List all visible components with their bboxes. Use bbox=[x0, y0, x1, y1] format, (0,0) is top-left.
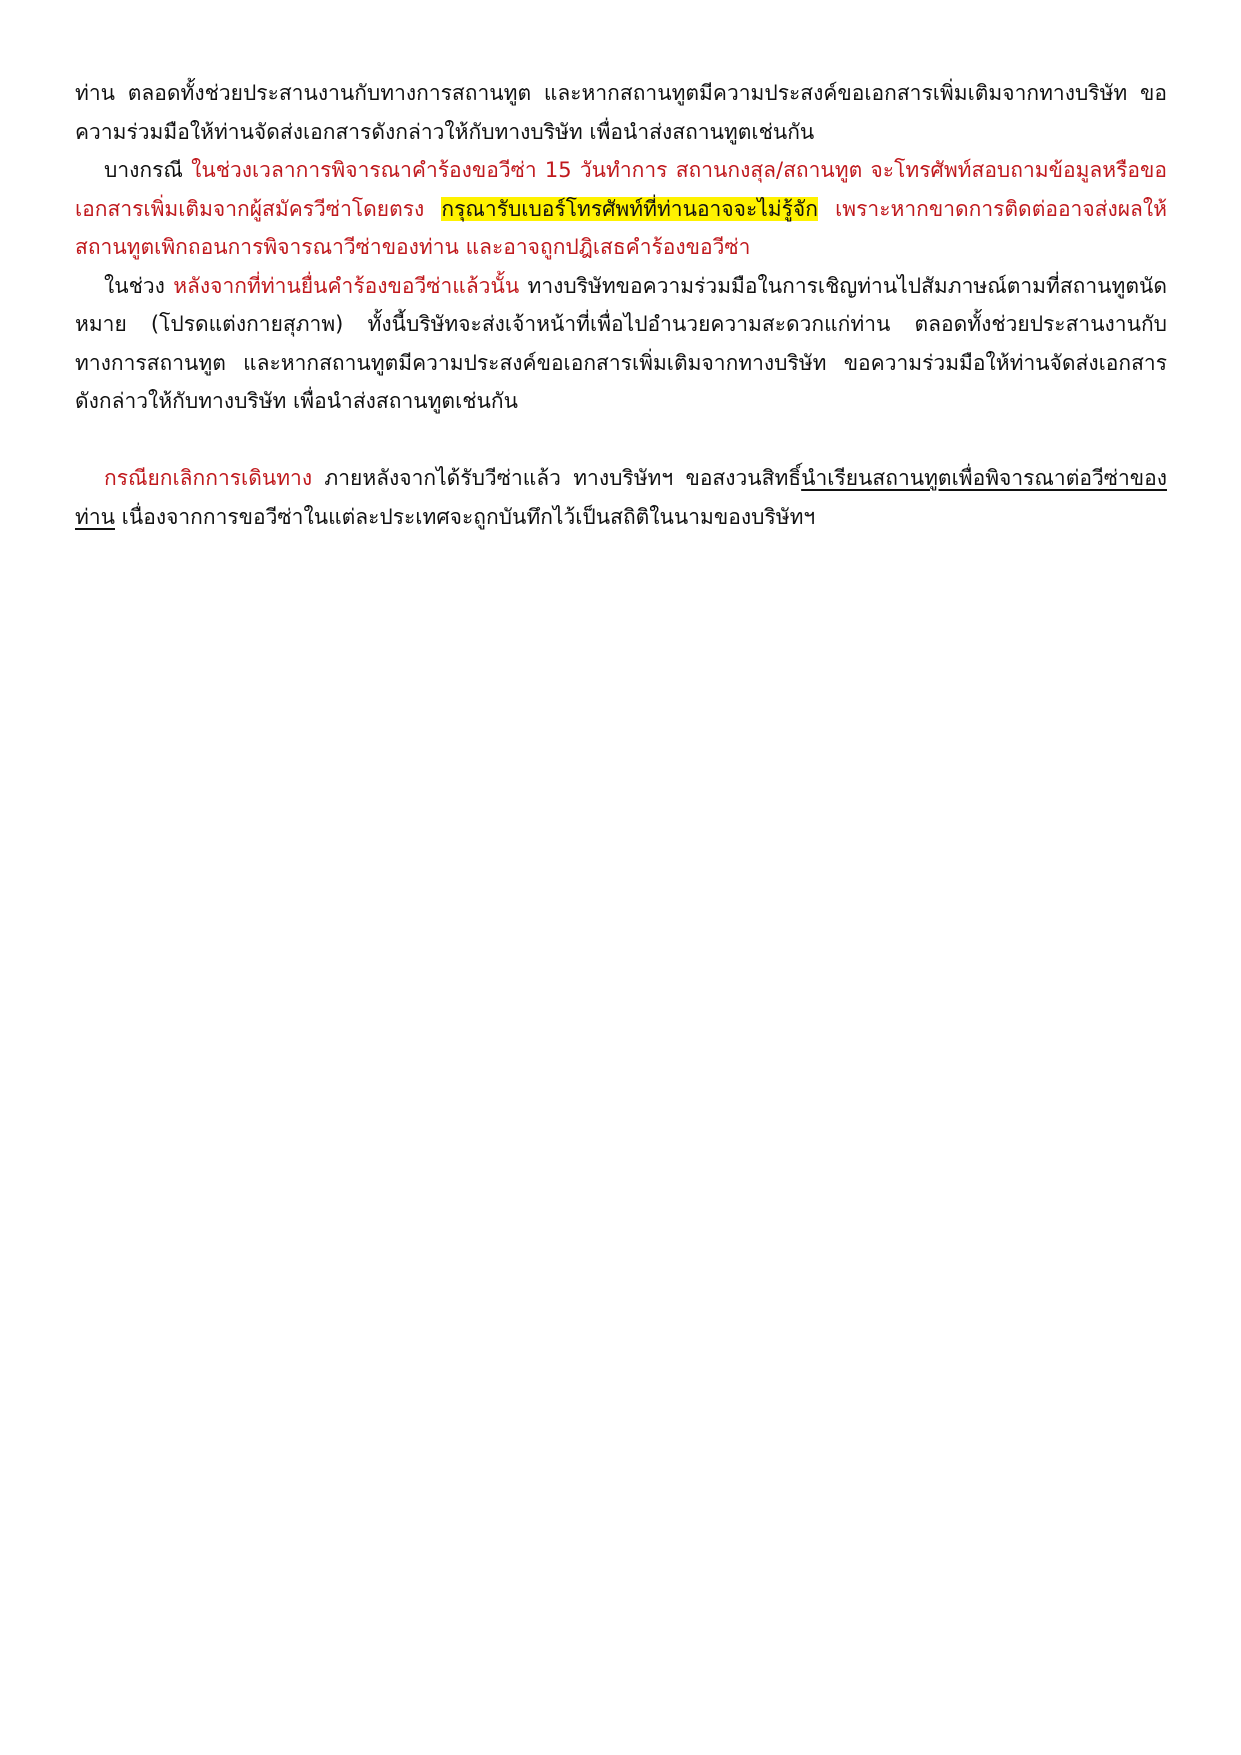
document-page bbox=[75, 74, 1167, 536]
cancellation-underlined: นำเรียนสถานทูตเพื่อพิจารณาต่อวีซ่าของท่าน bbox=[75, 466, 1167, 529]
paragraph-interview bbox=[75, 267, 1167, 421]
paragraph-continuation-text: ท่าน ตลอดทั้งช่วยประสานงานกับทางการสถานทูต และหากสถานทูตมีความประสงค์ขอเอกสารเพิ่มเติมจากทางบริษัท ขอความร่วมมือให้ท่านจัดส่งเอกสารดังกล่าวให้กับทางบริษัท เพื่อนำส่งสถานทูตเช่นกัน bbox=[75, 81, 1167, 144]
phone-notice-warning: เพราะหากขาดการติดต่ออาจส่งผลให้สถานทูตเพิกถอนการพิจารณาวีซ่าของท่าน และอาจถูกปฎิเสธคำร้องขอวีซ่า bbox=[75, 196, 1167, 259]
cancellation-rest: เนื่องจากการขอวีซ่าในแต่ละประเทศจะถูกบันทึกไว้เป็นสถิติในนามของบริษัทฯ bbox=[115, 504, 816, 529]
paragraph-cancellation bbox=[75, 459, 1167, 536]
interview-body: ทางบริษัทขอความร่วมมือในการเชิญท่านไปสัมภาษณ์ตามที่สถานทูตนัดหมาย (โปรดแต่งกายสุภาพ) ทั้งนี้บริษัทจะส่งเจ้าหน้าที่เพื่อไปอำนวยความสะดวกแก่ท่าน ตลอดทั้งช่วยประสานงานกับทางการสถานทูต และหากสถานทูตมีความประสงค์ขอเอกสารเพิ่มเติมจากทางบริษัท ขอความร่วมมือให้ท่านจัดส่งเอกสารดังกล่าวให้กับทางบริษัท เพื่อนำส่งสถานทูตเช่นกัน bbox=[75, 273, 1167, 413]
phone-notice-red-text: ในช่วงเวลาการพิจารณาคำร้องขอวีซ่า 15 วันทำการ สถานกงสุล/สถานทูต จะโทรศัพท์สอบถามข้อมูลหรือขอเอกสารเพิ่มเติมจากผู้สมัครวีซ่าโดยตรง bbox=[75, 158, 1167, 221]
blank-line bbox=[75, 421, 1167, 460]
interview-red-text: หลังจากที่ท่านยื่นคำร้องขอวีซ่าแล้วนั้น bbox=[173, 273, 520, 298]
phone-notice-highlight: กรุณารับเบอร์โทรศัพท์ที่ท่านอาจจะไม่รู้จัก bbox=[441, 196, 818, 221]
cancellation-middle: ภายหลังจากได้รับวีซ่าแล้ว ทางบริษัทฯ ขอสงวนสิทธิ์ bbox=[312, 466, 802, 490]
phone-notice-lead: บางกรณี bbox=[104, 158, 192, 182]
cancellation-red-text: กรณียกเลิกการเดินทาง bbox=[104, 466, 313, 490]
paragraph-phone-notice bbox=[75, 151, 1167, 267]
interview-lead: ในช่วง bbox=[104, 273, 174, 298]
paragraph-continuation bbox=[75, 74, 1167, 151]
